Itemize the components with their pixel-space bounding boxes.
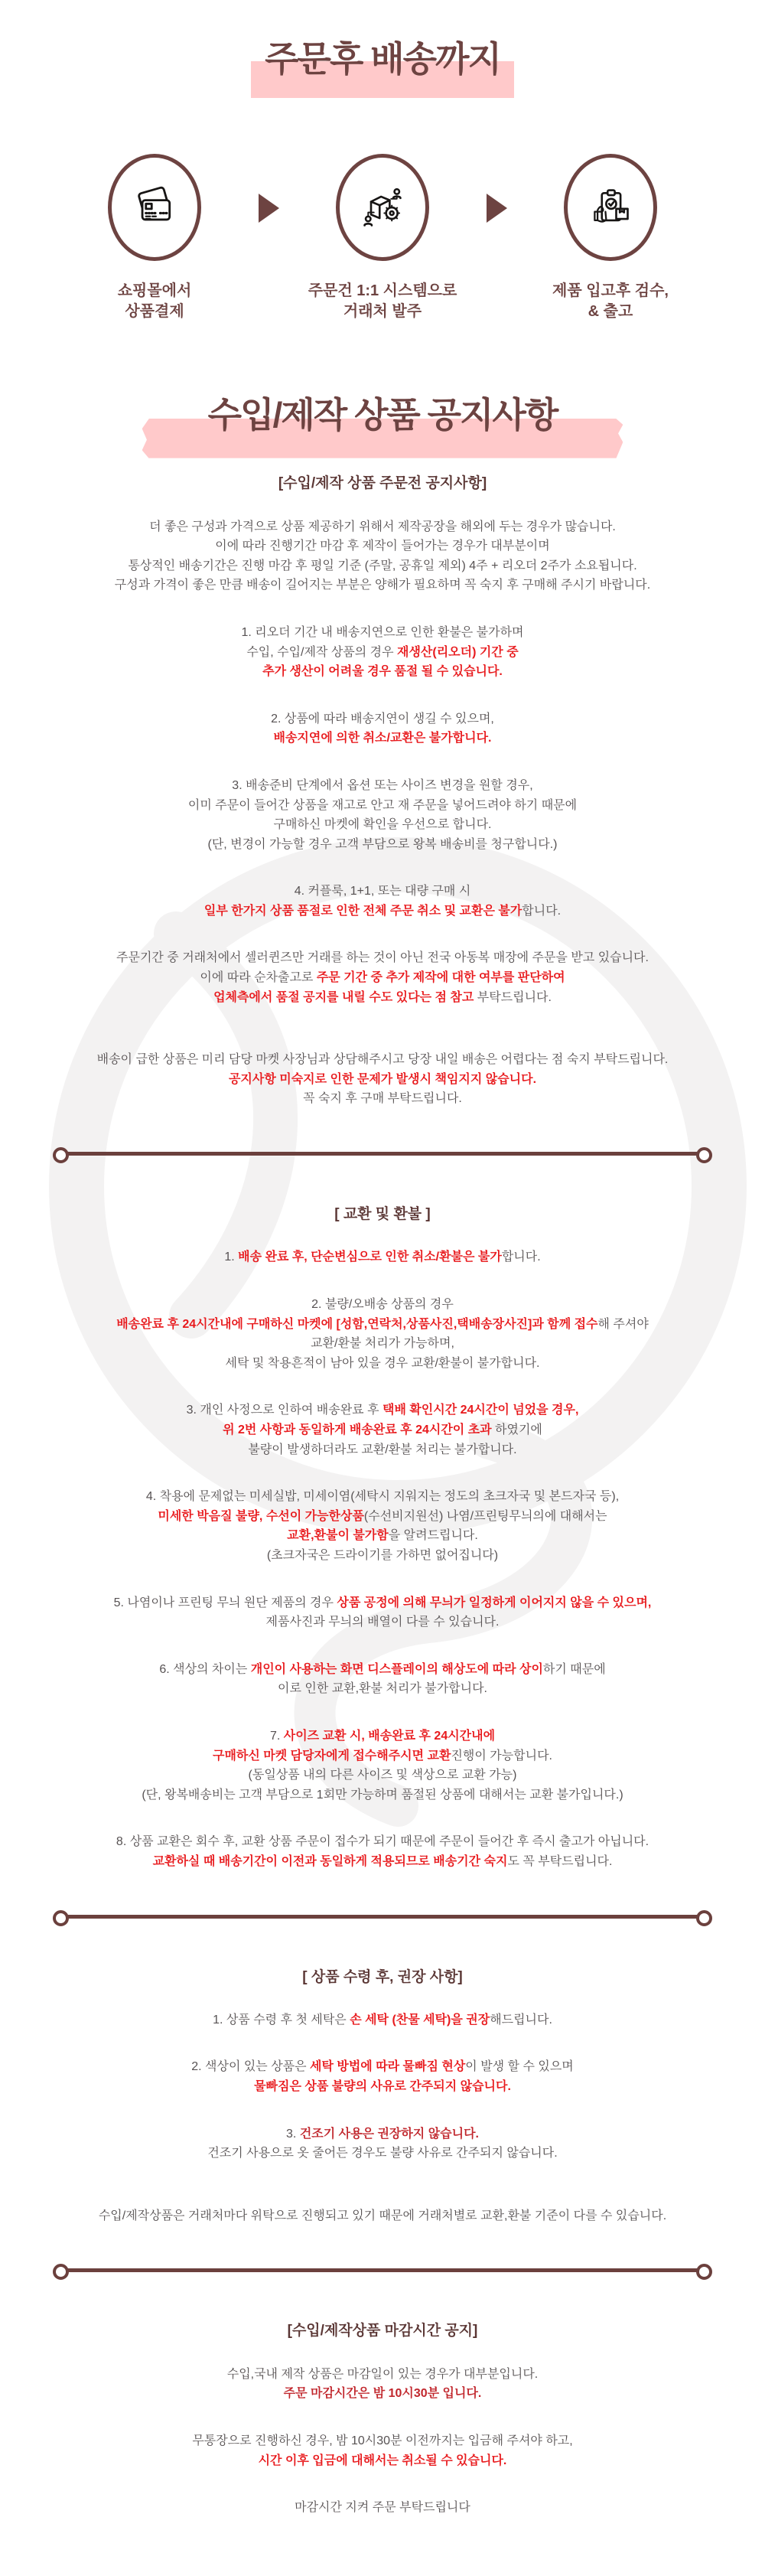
notice-line: 무통장으로 진행하신 경우, 밤 10시30분 이전까지는 입금해 주셔야 하고, <box>192 2434 573 2448</box>
notice-line: 업체측에서 품절 공지를 내릴 수도 있다는 점 참고 부탁드립니다. <box>213 990 552 1004</box>
notice-title: 수입/제작 상품 공지사항 <box>207 394 558 435</box>
notice-line: 일부 한가지 상품 품절로 인한 전체 주문 취소 및 교환은 불가합니다. <box>203 904 562 918</box>
notice-title-block <box>0 396 765 435</box>
section-heading: [ 교환 및 환불 ] <box>334 1206 431 1223</box>
notice-line: (동일상품 내의 다른 사이즈 및 색상으로 교환 가능) <box>248 1769 517 1782</box>
page-title-block <box>0 40 765 79</box>
notice-block <box>0 2431 765 2470</box>
notice-block <box>0 948 765 1007</box>
notice-line: (단, 변경이 가능할 경우 고객 부담으로 왕복 배송비를 청구합니다.) <box>207 837 558 851</box>
notice-line: 배송완료 후 24시간내에 구매하신 마켓에 [성함,연락처,상품사진,택배송장사진]과 함께 접수해 주셔야 <box>116 1317 649 1331</box>
notice-block <box>0 2206 765 2226</box>
notice-line: 위 2번 사항과 동일하게 배송완료 후 24시간이 초과 하였기에 <box>223 1423 542 1436</box>
notice-line: 제품사진과 무늬의 배열이 다를 수 있습니다. <box>265 1616 500 1629</box>
notice-line: 통상적인 배송기간은 진행 마감 후 평일 기준 (주말, 공휴일 제외) 4주 + 리오더 2주가 소요됩니다. <box>128 559 637 572</box>
inspection-shipment-icon <box>588 184 633 230</box>
notice-line: 미세한 박음질 불량, 수선이 가능한상품(수선비지원선) 나염/프린팅무늬의에 대해서는 <box>158 1509 607 1523</box>
notice-line: 6. 색상의 차이는 개인이 사용하는 화면 디스플레이의 해상도에 따라 상이하기 때문에 <box>159 1662 606 1676</box>
notice-line: 4. 커플룩, 1+1, 또는 대량 구매 시 <box>294 885 471 898</box>
notice-line: 교환,환불이 불가함을 알려드립니다. <box>287 1529 478 1543</box>
notice-block <box>0 517 765 595</box>
notice-line: 수입, 수입/제작 상품의 경우 재생산(리오더) 기간 중 <box>246 645 519 659</box>
notice-line: 구매하신 마켓에 확인을 우선으로 합니다. <box>273 818 492 832</box>
notice-line: 배송이 급한 상품은 미리 담당 마켓 사장님과 상담해주시고 당장 내일 배송은 어렵다는 점 숙지 부탁드립니다. <box>96 1053 669 1067</box>
section-divider <box>66 1152 699 1156</box>
notice-block <box>0 2124 765 2164</box>
notice-block <box>0 1400 765 1459</box>
section-heading: [ 상품 수령 후, 권장 사항] <box>302 1968 463 1985</box>
notice-block <box>0 2057 765 2096</box>
notice-line: 구성과 가격이 좋은 만큼 배송이 길어지는 부분은 양해가 필요하며 꼭 숙지 후 구매해 주시기 바랍니다. <box>114 579 651 592</box>
section-divider <box>66 2268 699 2272</box>
step-payment <box>66 154 243 322</box>
notice-block <box>0 2010 765 2030</box>
notice-line: 수입/제작상품은 거래처마다 위탁으로 진행되고 있기 때문에 거래처별로 교환,환불 기준이 다를 수 있습니다. <box>98 2209 667 2222</box>
notice-block <box>0 2498 765 2518</box>
notice-line: 3. 건조기 사용은 권장하지 않습니다. <box>286 2127 479 2141</box>
notice-block <box>0 1832 765 1871</box>
step-circle <box>336 154 429 261</box>
step-label: 쇼핑몰에서 상품결제 <box>117 282 192 320</box>
notice-line: 교환/환불 처리가 가능하며, <box>311 1337 454 1351</box>
notice-line: 배송지연에 의한 취소/교환은 불가합니다. <box>273 732 492 745</box>
notice-line: (단, 왕복배송비는 고객 부담으로 1회만 가능하며 품절된 상품에 대해서는 교환 불가입니다.) <box>142 1788 623 1802</box>
notice-block <box>0 1660 765 1699</box>
notice-line: 주문 마감시간은 밤 10시30분 입니다. <box>283 2387 482 2401</box>
step-circle <box>564 154 657 261</box>
notice-block <box>0 1727 765 1805</box>
notice-line: 8. 상품 교환은 회수 후, 교환 상품 주문이 접수가 되기 때문에 주문이 들어간 후 즉시 출고가 아닙니다. <box>116 1835 649 1849</box>
notice-line: 공지사항 미숙지로 인한 문제가 발생시 책임지지 않습니다. <box>228 1072 537 1086</box>
notice-block <box>0 2365 765 2404</box>
step-label: 제품 입고후 검수, & 출고 <box>552 282 669 320</box>
notice-line: 1. 배송 완료 후, 단순변심으로 인한 취소/환불은 불가합니다. <box>224 1251 541 1264</box>
notice-line: 마감시간 지켜 주문 부탁드립니다 <box>295 2501 470 2515</box>
arrow-right-icon <box>259 194 279 223</box>
step-circle <box>108 154 201 261</box>
notice-line: 교환하실 때 배송기간이 이전과 동일하게 적용되므로 배송기간 숙지도 꼭 부탁드립니다. <box>152 1854 613 1868</box>
arrow-right-icon <box>487 194 507 223</box>
section-divider <box>66 1915 699 1919</box>
notice-line: 수입,국내 제작 상품은 마감일이 있는 경우가 대부분입니다. <box>226 2367 539 2381</box>
notice-line: 1. 상품 수령 후 첫 세탁은 손 세탁 (찬물 세탁)을 권장해드립니다. <box>213 2013 552 2027</box>
notice-line: 3. 개인 사정으로 인하여 배송완료 후 택배 확인시간 24시간이 넘었을 경우, <box>186 1404 579 1417</box>
notice-block <box>0 623 765 682</box>
step-label: 주문건 1:1 시스템으로 거래처 발주 <box>308 282 457 320</box>
step-order-system <box>294 154 471 322</box>
notice-block <box>0 1487 765 1565</box>
notice-line: 세탁 및 착용흔적이 남아 있을 경우 교환/환불이 불가합니다. <box>225 1356 540 1370</box>
notice-block <box>0 709 765 748</box>
notice-line: 시간 이후 입금에 대해서는 취소될 수 있습니다. <box>258 2454 507 2467</box>
notice-line: 이미 주문이 들어간 상품을 재고로 안고 재 주문을 넣어드려야 하기 때문에 <box>187 798 578 812</box>
notice-line: 더 좋은 구성과 가격으로 상품 제공하기 위해서 제작공장을 해외에 두는 경우가 많습니다. <box>149 520 616 533</box>
notice-line: 5. 나염이나 프린팅 무늬 원단 제품의 경우 상품 공정에 의해 무늬가 일정하게 이어지지 않을 수 있으며, <box>113 1596 652 1609</box>
notice-line: 물빠짐은 상품 불량의 사유로 간주되지 않습니다. <box>254 2080 511 2094</box>
notice-line: 꼭 숙지 후 구매 부탁드립니다. <box>303 1092 462 1106</box>
notice-block <box>0 1295 765 1373</box>
step-arrow-cell <box>243 154 294 223</box>
notice-line: 3. 배송준비 단계에서 옵션 또는 사이즈 변경을 원할 경우, <box>232 778 533 792</box>
notice-content <box>0 472 765 2576</box>
notice-line: 추가 생산이 어려울 경우 품절 될 수 있습니다. <box>262 665 503 679</box>
notice-line: 2. 색상이 있는 상품은 세탁 방법에 따라 물빠짐 현상이 발생 할 수 있으며 <box>191 2060 574 2074</box>
notice-block <box>0 1593 765 1632</box>
notice-line: (초크자국은 드라이기를 가하면 없어집니다) <box>266 1548 499 1562</box>
notice-block <box>0 1247 765 1267</box>
notice-line: 4. 착용에 문제없는 미세실밥, 미세이염(세탁시 지워지는 정도의 초크자국 및 본드자국 등), <box>145 1490 620 1504</box>
notice-line: 주문기간 중 거래처에서 셀러퀸즈만 거래를 하는 것이 아닌 전국 아동복 매장에 주문을 받고 있습니다. <box>116 951 649 965</box>
notice-block <box>0 882 765 921</box>
step-inspection <box>522 154 699 322</box>
notice-line: 2. 불량/오배송 상품의 경우 <box>311 1298 454 1312</box>
page-title: 주문후 배송까지 <box>265 39 500 79</box>
notice-line: 이에 따라 순차출고로 주문 기간 중 추가 제작에 대한 여부를 판단하여 <box>200 971 565 985</box>
section-heading: [수입/제작상품 마감시간 공지] <box>287 2323 478 2340</box>
notice-line: 2. 상품에 따라 배송지연이 생길 수 있으며, <box>271 712 494 726</box>
notice-line: 건조기 사용으로 옷 줄어든 경우도 불량 사유로 간주되지 않습니다. <box>207 2147 558 2160</box>
notice-block <box>0 776 765 854</box>
notice-line: 7. 사이즈 교환 시, 배송완료 후 24시간내에 <box>269 1729 496 1743</box>
notice-line: 1. 리오더 기간 내 배송지연으로 인한 환불은 불가하며 <box>241 625 524 639</box>
credit-card-icon <box>132 184 177 230</box>
step-arrow-cell <box>471 154 522 223</box>
order-system-icon <box>360 184 405 230</box>
notice-block <box>0 1050 765 1109</box>
notice-line: 구매하신 마켓 담당자에게 접수해주시면 교환진행이 가능합니다. <box>213 1749 552 1762</box>
section-heading: [수입/제작 상품 주문전 공지사항] <box>278 475 487 492</box>
notice-line: 이로 인한 교환,환불 처리가 불가합니다. <box>278 1682 487 1696</box>
notice-line: 이에 따라 진행기간 마감 후 제작이 들어가는 경우가 대부분이며 <box>215 540 550 553</box>
order-process-steps <box>0 154 765 322</box>
notice-line: 불량이 발생하더라도 교환/환불 처리는 불가합니다. <box>248 1443 517 1456</box>
